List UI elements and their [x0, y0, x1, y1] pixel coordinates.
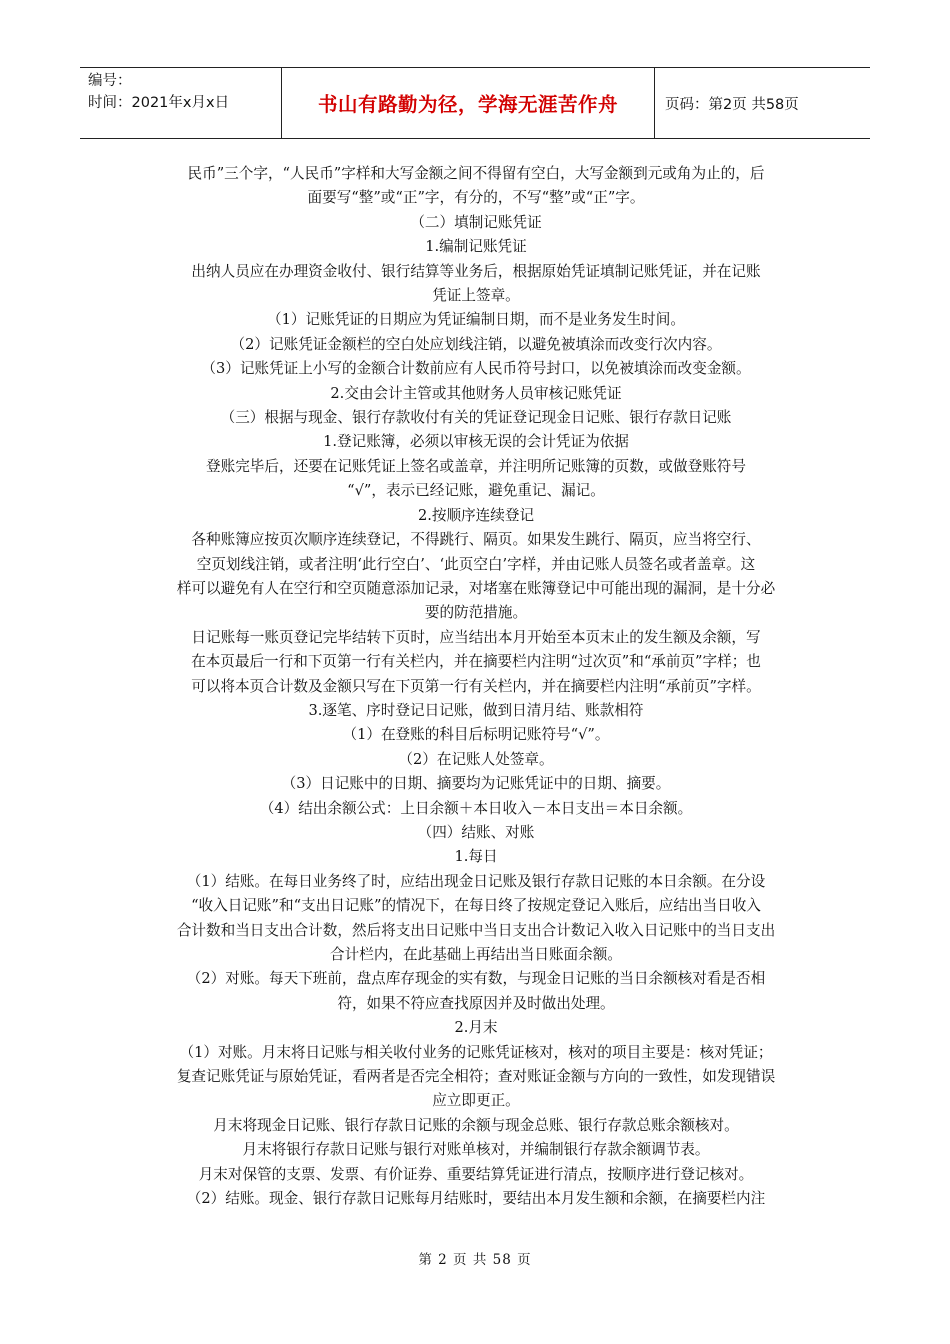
- text-line: （1）结账。在每日业务终了时，应结出现金日记账及银行存款日记账的本日余额。在分设: [186, 872, 766, 890]
- text-line: 1.编制记账凭证: [425, 238, 527, 256]
- text-line: “√”，表示已经记账，避免重记、漏记。: [347, 482, 605, 500]
- text-line: 应立即更正。: [432, 1092, 520, 1110]
- text-line: （4）结出余额公式：上日余额＋本日收入－本日支出＝本日余额。: [259, 799, 693, 817]
- date-line: 时间：2021年x月x日: [88, 95, 230, 111]
- document-body: [142, 162, 810, 1211]
- text-line: 3.逐笔、序时登记日记账，做到日清月结、账款相符: [308, 701, 644, 719]
- text-line: （2）对账。每天下班前，盘点库存现金的实有数，与现金日记账的当日余额核对看是否相: [186, 970, 766, 988]
- header-meta: [80, 68, 282, 138]
- text-line: （3）记账凭证上小写的金额合计数前应有人民币符号封口，以免被填涂而改变金额。: [201, 360, 751, 378]
- text-line: 2.交由会计主管或其他财务人员审核记账凭证: [330, 384, 622, 402]
- text-line: 合计数和当日支出合计数，然后将支出日记账中当日支出合计数记入收入日记账中的当日支出: [176, 921, 776, 939]
- text-line: 月末对保管的支票、发票、有价证券、重要结算凭证进行清点，按顺序进行登记核对。: [198, 1165, 754, 1183]
- text-line: 符，如果不符应查找原因并及时做出处理。: [337, 994, 615, 1012]
- page-header: [80, 67, 870, 139]
- text-line: 2.按顺序连续登记: [417, 506, 535, 524]
- text-line: （四）结账、对账: [417, 823, 535, 841]
- text-line: （2）记账凭证金额栏的空白处应划线注销，以避免被填涂而改变行次内容。: [230, 335, 722, 353]
- text-line: （1）在登账的科目后标明记账符号“√”。: [342, 726, 610, 744]
- header-page-info: 页码：第2页 共58页: [665, 96, 799, 113]
- text-line: 出纳人员应在办理资金收付、银行结算等业务后，根据原始凭证填制记账凭证，并在记账: [191, 262, 761, 280]
- text-line: （1）对账。月末将日记账与相关收付业务的记账凭证核对，核对的项目主要是：核对凭证；: [179, 1043, 773, 1061]
- text-line: （3）日记账中的日期、摘要均为记账凭证中的日期、摘要。: [281, 775, 671, 793]
- text-line: （2）在记账人处签章。: [398, 750, 554, 768]
- text-line: （1）记账凭证的日期应为凭证编制日期，而不是业务发生时间。: [267, 311, 685, 329]
- text-line: 凭证上签章。: [432, 287, 520, 305]
- text-line: 民币”三个字，“人民币”字样和大写金额之间不得留有空白，大写金额到元或角为止的，后: [187, 165, 765, 182]
- text-line: 日记账每一账页登记完毕结转下页时，应当结出本月开始至本页末止的发生额及余额，写: [191, 628, 761, 646]
- text-line: 可以将本页合计数及金额只写在下页第一行有关栏内，并在摘要栏内注明“承前页”字样。: [191, 677, 761, 695]
- text-line: 复查记账凭证与原始凭证，看两者是否完全相符；查对账证金额与方向的一致性，如发现错误: [176, 1068, 776, 1086]
- header-motto: 书山有路勤为径，学海无涯苦作舟: [282, 68, 655, 138]
- text-line: （三）根据与现金、银行存款收付有关的凭证登记现金日记账、银行存款日记账: [220, 409, 732, 427]
- page-footer: 第 2 页 共 58 页: [418, 1252, 532, 1268]
- text-line: 合计栏内，在此基础上再结出当日账面余额。: [330, 946, 622, 963]
- text-line: 面要写“整”或“正”字，有分的，不写“整”或“正”字。: [307, 189, 645, 207]
- text-line: 2.月末: [454, 1019, 498, 1037]
- doc-number-label: 编号：: [88, 73, 132, 89]
- text-line: 空页划线注销，或者注明‘此行空白’、‘此页空白’字样，并由记账人员签名或者盖章。这: [196, 555, 756, 573]
- text-line: 月末将银行存款日记账与银行对账单核对，并编制银行存款余额调节表。: [242, 1141, 710, 1159]
- text-line: （二）填制记账凭证: [410, 213, 542, 231]
- text-line: 登账完毕后，还要在记账凭证上签名或盖章，并注明所记账簿的页数，或做登账符号: [206, 457, 746, 475]
- text-line: 要的防范措施。: [424, 604, 528, 622]
- text-line: “收入日记账”和“支出日记账”的情况下，在每日终了按规定登记入账后，应结出当日收入: [191, 897, 761, 915]
- text-line: 样可以避免有人在空行和空页随意添加记录，对堵塞在账簿登记中可能出现的漏洞，是十分必: [176, 579, 776, 597]
- text-line: 1.登记账簿，必须以审核无误的会计凭证为依据: [323, 433, 629, 451]
- text-line: 月末将现金日记账、银行存款日记账的余额与现金总账、银行存款总账余额核对。: [213, 1116, 739, 1134]
- text-line: （2）结账。现金、银行存款日记账每月结账时，要结出本月发生额和余额，在摘要栏内注: [186, 1190, 766, 1208]
- text-line: 各种账簿应按页次顺序连续登记，不得跳行、隔页。如果发生跳行、隔页，应当将空行、: [191, 531, 761, 549]
- text-line: 1.每日: [454, 848, 498, 866]
- text-line: 在本页最后一行和下页第一行有关栏内，并在摘要栏内注明“过次页”和“承前页”字样；也: [191, 653, 761, 671]
